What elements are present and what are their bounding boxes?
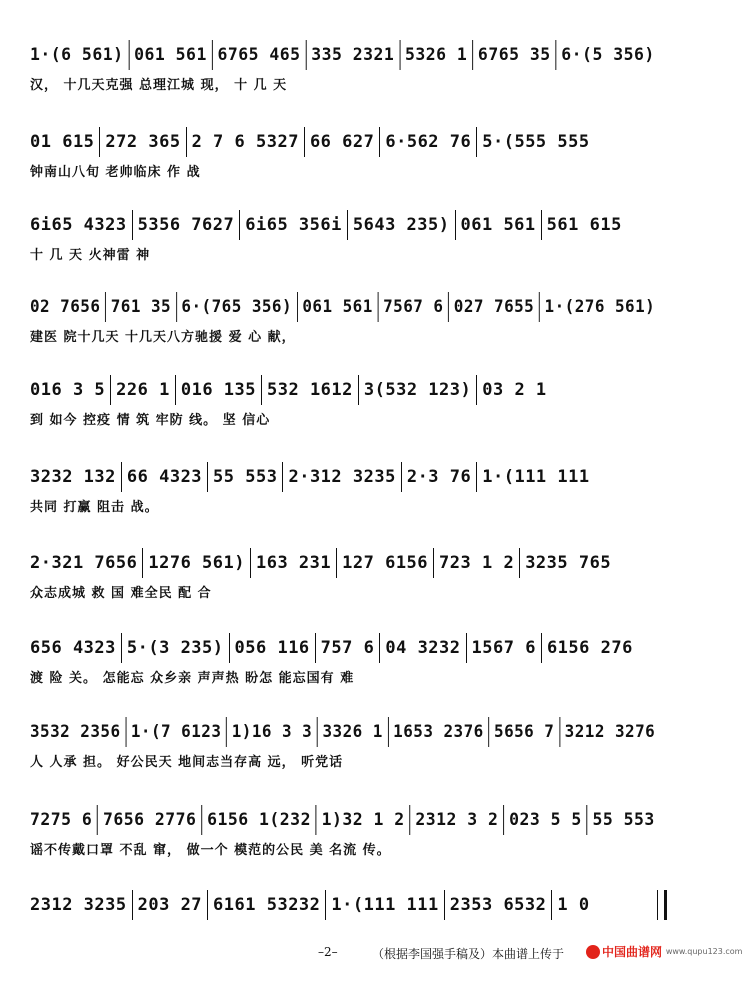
final-barline — [657, 890, 667, 920]
barline — [229, 633, 230, 663]
barline — [444, 890, 445, 920]
measure: 226 1 — [116, 380, 170, 400]
barline — [261, 375, 262, 405]
notation-line — [30, 548, 611, 578]
notation-line — [30, 633, 633, 663]
barline — [125, 717, 126, 747]
barline — [401, 462, 402, 492]
measure: 532 1612 — [267, 380, 353, 400]
measure: 061 561 — [134, 45, 207, 65]
measure: 016 135 — [180, 380, 256, 400]
measure: 1)16 3 3 — [231, 722, 313, 742]
barline — [175, 375, 176, 405]
measure: 6156 276 — [546, 638, 633, 658]
barline — [410, 805, 411, 835]
barline — [336, 548, 337, 578]
measure: 5356 7627 — [137, 215, 235, 235]
notation-line — [30, 375, 547, 405]
measure: 3532 2356 — [30, 722, 121, 742]
lyrics-line: 共同 打赢 阻击 战。 — [30, 500, 159, 515]
measure: 3232 132 — [30, 467, 116, 487]
lyrics-line: 十 几 天 火神雷 神 — [30, 248, 151, 263]
measure: 1567 6 — [471, 638, 536, 658]
measure: 023 5 5 — [509, 810, 582, 830]
measure: 2312 3 2 — [415, 810, 499, 830]
notation-line — [30, 210, 622, 240]
score-system — [0, 890, 687, 990]
barline — [488, 717, 489, 747]
barline — [455, 210, 456, 240]
measure: 2·312 3235 — [288, 467, 396, 487]
lyrics-line: 钟南山八旬 老帅临床 作 战 — [30, 165, 201, 180]
barline — [476, 127, 477, 157]
barline — [377, 292, 378, 322]
barline — [551, 890, 552, 920]
measure: 5326 1 — [404, 45, 468, 65]
measure: 061 561 — [302, 297, 373, 317]
barline — [476, 375, 477, 405]
lyrics-line: 谣不传戴口罩 不乱 窜， 做一个 模范的公民 美 名流 传。 — [30, 843, 391, 858]
barline — [316, 805, 317, 835]
measure: 163 231 — [255, 553, 332, 573]
barline — [358, 375, 359, 405]
measure: 2 7 6 5327 — [191, 132, 299, 152]
barline — [282, 462, 283, 492]
barline — [110, 375, 111, 405]
barline — [555, 40, 556, 70]
barline — [559, 717, 560, 747]
barline — [305, 40, 306, 70]
page-footer — [0, 943, 742, 965]
measure: 5·(555 555 — [482, 132, 590, 152]
barline — [207, 890, 208, 920]
measure: 1·(6 561) — [30, 45, 124, 65]
measure: 7656 2776 — [102, 810, 197, 830]
measure: 203 27 — [137, 895, 203, 915]
measure: 5656 7 — [494, 722, 555, 742]
notation-line — [30, 890, 590, 920]
measure: 2·321 7656 — [30, 553, 138, 573]
barline — [399, 40, 400, 70]
measure: 6i65 4323 — [30, 215, 127, 235]
barline — [541, 210, 542, 240]
barline — [105, 292, 106, 322]
measure: 7275 6 — [30, 810, 93, 830]
measure: 335 2321 — [311, 45, 395, 65]
measure: 6·562 76 — [385, 132, 472, 152]
notation-line — [30, 462, 590, 492]
measure: 6·(5 356) — [561, 45, 655, 65]
barline — [250, 548, 251, 578]
barline — [503, 805, 504, 835]
measure: 272 365 — [105, 132, 181, 152]
barline — [212, 40, 213, 70]
measure: 1·(111 111 — [331, 895, 439, 915]
notation-line — [30, 127, 590, 157]
barline — [201, 805, 202, 835]
measure: 656 4323 — [30, 638, 116, 658]
lyrics-line: 众志成城 救 国 难全民 配 合 — [30, 586, 212, 601]
measure: 6765 35 — [477, 45, 551, 65]
measure: 1·(7 6123 — [130, 722, 222, 742]
barline — [379, 633, 380, 663]
measure: 1·(276 561) — [544, 297, 656, 317]
measure: 1653 2376 — [393, 722, 484, 742]
measure: 55 553 — [592, 810, 655, 830]
barline — [121, 633, 122, 663]
barline — [315, 633, 316, 663]
measure: 1)32 1 2 — [321, 810, 405, 830]
measure: 6156 1(232 — [207, 810, 311, 830]
measure: 6765 465 — [217, 45, 301, 65]
measure: 1 0 — [557, 895, 590, 915]
measure: 5643 235) — [352, 215, 450, 235]
lyrics-line: 到 如今 控疫 情 筑 牢防 线。 坚 信心 — [30, 413, 271, 428]
notation-line — [30, 805, 655, 835]
source-note: （根据李国强手稿及）本曲谱上传于 — [372, 947, 565, 961]
barline — [472, 40, 473, 70]
measure: 061 561 — [460, 215, 536, 235]
page-number: –2– — [318, 945, 338, 959]
measure: 757 6 — [320, 638, 375, 658]
barline — [476, 462, 477, 492]
lyrics-line: 渡 险 关。 怎能忘 众乡亲 声声热 盼怎 能忘国有 难 — [30, 671, 355, 686]
measure: 55 553 — [213, 467, 278, 487]
barline — [97, 805, 98, 835]
barline — [541, 633, 542, 663]
measure: 561 615 — [546, 215, 622, 235]
measure: 03 2 1 — [482, 380, 547, 400]
barline — [466, 633, 467, 663]
barline — [433, 548, 434, 578]
lyrics-line: 汉， 十几天克强 总理江城 现， 十 几 天 — [30, 78, 288, 93]
barline — [325, 890, 326, 920]
score-system — [0, 462, 687, 562]
barline — [347, 210, 348, 240]
measure: 127 6156 — [342, 553, 429, 573]
measure: 3212 3276 — [564, 722, 656, 742]
score-system — [0, 40, 687, 140]
measure: 2312 3235 — [30, 895, 127, 915]
measure: 7567 6 — [383, 297, 444, 317]
barline — [448, 292, 449, 322]
barline — [186, 127, 187, 157]
barline — [304, 127, 305, 157]
barline — [99, 127, 100, 157]
measure: 3326 1 — [322, 722, 383, 742]
measure: 2353 6532 — [449, 895, 547, 915]
barline — [297, 292, 298, 322]
measure: 056 116 — [234, 638, 310, 658]
barline — [317, 717, 318, 747]
notation-line — [30, 717, 655, 747]
site-logo[interactable] — [586, 943, 742, 961]
measure: 5·(3 235) — [126, 638, 224, 658]
barline — [539, 292, 540, 322]
barline — [207, 462, 208, 492]
measure: 761 35 — [110, 297, 172, 317]
site-name: 中国曲谱网 — [602, 945, 663, 959]
notation-line — [30, 292, 655, 322]
measure: 6·(765 356) — [181, 297, 293, 317]
barline — [176, 292, 177, 322]
barline — [239, 210, 240, 240]
barline — [132, 210, 133, 240]
measure: 66 4323 — [126, 467, 203, 487]
measure: 723 1 2 — [439, 553, 515, 573]
site-url: www.qupu123.com — [665, 947, 742, 956]
barline — [519, 548, 520, 578]
notation-line — [30, 40, 655, 70]
measure: 3235 765 — [525, 553, 612, 573]
barline — [128, 40, 129, 70]
measure: 016 3 5 — [30, 380, 106, 400]
measure: 027 7655 — [453, 297, 535, 317]
barline — [379, 127, 380, 157]
score-system — [0, 717, 687, 817]
barline — [142, 548, 143, 578]
lyrics-line: 人 人承 担。 好公民天 地间志当存高 远， 听党话 — [30, 755, 344, 770]
measure: 04 3232 — [385, 638, 461, 658]
measure: 6161 53232 — [213, 895, 321, 915]
barline — [587, 805, 588, 835]
score-system — [0, 375, 687, 475]
barline — [121, 462, 122, 492]
measure: 66 627 — [309, 132, 375, 152]
measure: 01 615 — [30, 132, 95, 152]
measure: 2·3 76 — [406, 467, 472, 487]
measure: 1·(111 111 — [482, 467, 590, 487]
measure: 6i65 356i — [245, 215, 342, 235]
measure: 02 7656 — [30, 297, 101, 317]
barline — [226, 717, 227, 747]
logo-icon — [586, 945, 600, 959]
measure: 1276 561) — [148, 553, 245, 573]
barline — [388, 717, 389, 747]
barline — [132, 890, 133, 920]
measure: 3(532 123) — [363, 380, 472, 400]
lyrics-line: 建医 院十几天 十几天八方驰援 爱 心 献， — [30, 330, 296, 345]
